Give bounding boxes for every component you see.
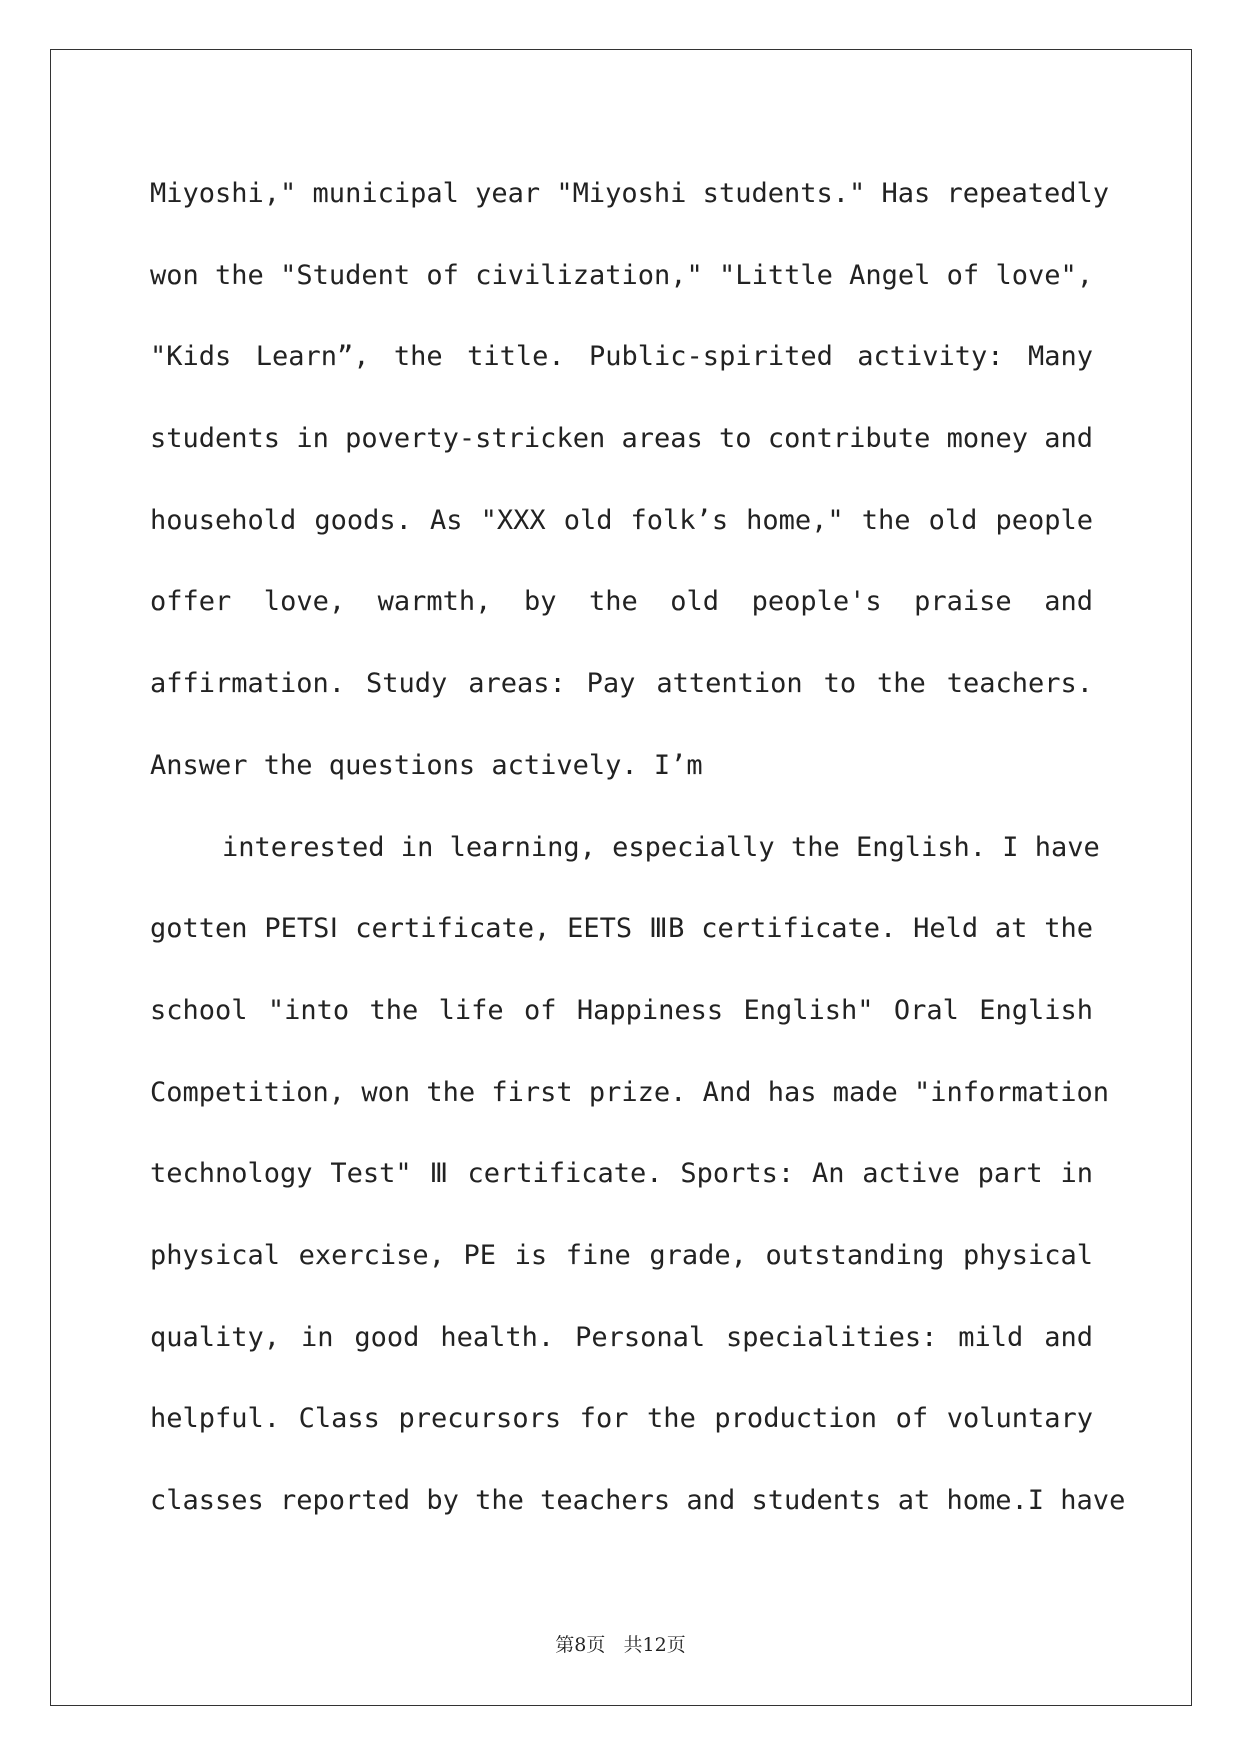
page-footer [0, 1630, 1241, 1657]
text-line: Competition, won the first prize. And has made "information [150, 1076, 1110, 1108]
text-line: helpful. Class precursors for the production of voluntary [150, 1403, 1093, 1435]
text-line: gotten PETSⅠ certificate, EETS ⅢB certificate. Held at the [150, 913, 1093, 945]
text-line: interested in learning, especially the English. I have [222, 831, 1100, 863]
text-line: quality, in good health. Personal specialities: mild and [150, 1321, 1093, 1353]
text-line: household goods. As "XXX old folk’s home," the old people [150, 504, 1093, 536]
text-line: classes reported by the teachers and students at home.I have [150, 1485, 1126, 1516]
text-line: Miyoshi," municipal year "Miyoshi students." Has repeatedly [150, 178, 1110, 209]
text-line: technology Test" Ⅲ certificate. Sports: An active part in [150, 1158, 1093, 1190]
text-line: affirmation. Study areas: Pay attention to the teachers. [150, 668, 1093, 700]
page-total: 共12页 [623, 1634, 686, 1656]
text-line: students in poverty-stricken areas to contribute money and [150, 423, 1093, 455]
text-line: "Kids Learn”, the title. Public-spirited activity: Many [150, 341, 1093, 373]
page-number: 第8页 [555, 1634, 606, 1656]
paragraph-1 [150, 153, 1110, 807]
text-line: physical exercise, PE is fine grade, outstanding physical [150, 1239, 1093, 1271]
text-line: offer love, warmth, by the old people's praise and [150, 586, 1093, 618]
paragraph-2 [150, 807, 1126, 1542]
text-line: Answer the questions actively. I’m [150, 749, 703, 781]
text-line: school "into the life of Happiness English" Oral English [150, 994, 1093, 1026]
document-body [150, 153, 1126, 1542]
text-line: won the "Student of civilization," "Little Angel of love", [150, 259, 1093, 291]
